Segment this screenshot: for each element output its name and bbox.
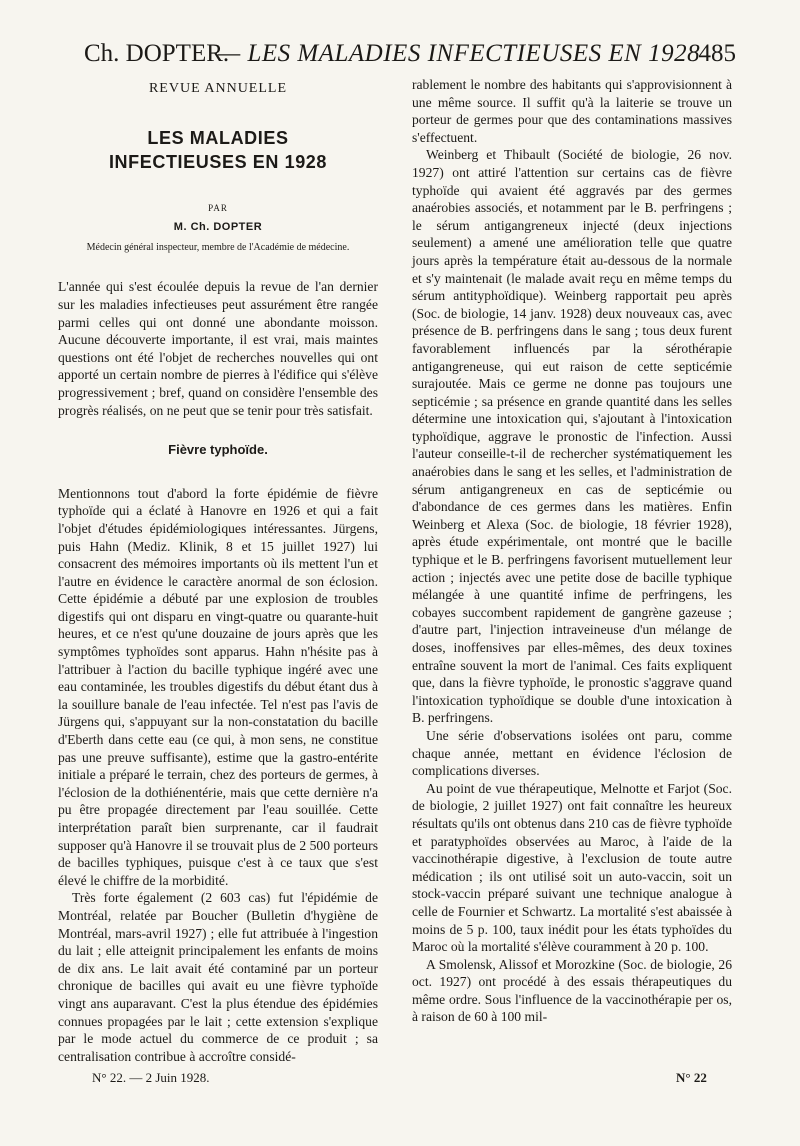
footer-issue: N° 22. — 2 Juin 1928. — [92, 1070, 210, 1085]
article-author: M. Ch. DOPTER — [173, 221, 263, 234]
running-head-title: — LES MALADIES INFECTIEUSES EN 1928 — [218, 40, 701, 67]
article-title-line2: INFECTIEUSES EN 1928 — [108, 151, 328, 172]
body-paragraph: A Smolensk, Alissof et Morozkine (Soc. de biologie, 26 oct. 1927) ont procédé à des essais thérapeutiques du même ordre. Sous l'influence de la vaccinothérapie per os, à raison de 60 à 100 mil- — [412, 956, 732, 1025]
footer-signature: N° 22 — [676, 1070, 707, 1085]
section-heading-typhoid: Fièvre typhoïde. — [168, 442, 268, 458]
running-head — [58, 40, 742, 76]
byline-par: PAR — [208, 202, 228, 213]
author-affiliation: Médecin général inspecteur, membre de l'Académie de médecine. — [86, 241, 350, 253]
body-paragraph: Mentionnons tout d'abord la forte épidémie de fièvre typhoïde qui a éclaté à Hanovre en 1926 et qui a fait l'objet d'études épidémiologiques intéressantes. Jürgens, puis Hahn (Mediz. Klinik, 8 et 15 juillet 1927) lui consacrent des mémoires importants où ils mettent l'un et l'autre en évidence le caractère anormal de son éclosion. Cette épidémie a débuté par une explosion de troubles digestifs qui ont disparu en vingt-quatre ou quarante-huit heures, et ce n'est qu'une douzaine de jours après que les symptômes typhoïdes sont apparus. Hahn n'hésite pas à l'attribuer à l'action du bacille typhique ingéré avec une eau contaminée, les troubles digestifs du début étant dus à la souillure banale de l'eau infectée. Tel n'est pas l'avis de Jürgens qui, s'appuyant sur la non-constatation du bacille d'Eberth dans cette eau (ce qui, à mon sens, ne constitue pas une preuve suffisante), estime que la gastro-entérite initiale a préparé le terrain, chez des porteurs de germes, à l'éclosion de la dothiénentérie, mais que cette dernière n'a pu être propagée directement par l'eau souillée. Cette interprétation paraît bien surprenante, car il faudrait supposer qu'à Hanovre il se trouvait plus de 2 500 porteurs de bacilles typhiques, puisque c'est à ce taux que s'est élevé le chiffre de la morbidité. — [58, 485, 378, 888]
left-column — [58, 76, 378, 1065]
body-paragraph: rablement le nombre des habitants qui s'approvisionnent à une même source. Il suffit qu'à la laiterie se trouve un porteur de germes pour que des contaminations massives s'effectuent. — [412, 77, 732, 145]
section-label: REVUE ANNUELLE — [148, 81, 288, 96]
body-paragraph: Une série d'observations isolées ont paru, comme chaque année, mettant en évidence l'éclosion de complications diverses. — [412, 727, 732, 779]
body-paragraph: Très forte également (2 603 cas) fut l'épidémie de Montréal, relatée par Boucher (Bulletin d'hygiène de Montréal, mars-avril 1927) ; elle fut attribuée à l'ingestion du lait ; elle atteignit principalement les enfants de moins de dix ans. Le lait avait été contaminé par un porteur chronique de bacilles qui avait eu une fièvre typhoïde vingt ans auparavant. C'est la plus étendue des épidémies connues propagées par le lait ; cette extension s'explique par le mode actuel du commerce de ce produit ; sa centralisation contribue à accroître considé- — [58, 890, 378, 1064]
page-number: 485 — [698, 40, 736, 67]
body-paragraph: Weinberg et Thibault (Société de biologie, 26 nov. 1927) ont attiré l'attention sur certains cas de fièvre typhoïde qui avaient été aggravés par des germes anaérobies associés, et notamment par le B. perfringens ; le sérum antigangreneux injecté (deux injections seulement) a amené une amélioration telle que quatre jours après la température était au-dessous de la normale et s'y maintenait (le malade avait reçu en même temps du sérum antityphoïdique). Weinberg rapportait peu après (Soc. de biologie, 14 janv. 1928) deux nouveaux cas, avec présence de B. perfringens dans le sang ; tous deux furent favorablement influencés par la sérothérapie antigangreneuse, qui eut raison de cette septicémie surajoutée. Mais ce germe ne donne pas toujours une septicémie ; sa présence en grande quantité dans les selles détermine une intoxication qui, s'ajoutant à l'intoxication typhoïdique, aggrave le pronostic de l'infection. Aussi l'auteur conseille-t-il de rechercher systématiquement les anaérobies dans le sang et les selles, et l'administration de sérum antigangreneux en cas de septicémie ou d'abondance de ces germes dans les matières. Enfin Weinberg et Alexa (Soc. de biologie, 18 février 1928), après étude expérimentale, ont montré que le bacille typhique et le B. perfringens favorisent mutuellement leur action ; injectés avec une petite dose de bacille typhique mélangée à une quantité infime de perfringens, les cobayes succombent rapidement de gangrène gazeuse ; d'autre part, l'injection intraveineuse d'un mélange de doses, inoffensives par elles-mêmes, des deux toxines entraîne souvent la mort de l'animal. Ces faits expliquent que, dans la fièvre typhoïde, le pronostic s'aggrave quand l'intoxication typhoïdique se double d'une intoxication à B. perfringens. — [412, 147, 732, 726]
right-column — [412, 76, 732, 1026]
article-title-line1: LES MALADIES — [147, 127, 289, 148]
body-paragraph: Au point de vue thérapeutique, Melnotte et Farjot (Soc. de biologie, 2 juillet 1927) ont fait connaître les heureux résultats qu'ils ont obtenus dans 210 cas de fièvre typhoïde et paratyphoïdes observées au Maroc, à l'aide de la vaccinothérapie digestive, à l'exclusion de toute autre médication ; ils ont utilisé soit un auto-vaccin, soit un stock-vaccin préparé suivant une technique analogue à celle de Fournier et Schwartz. La mortalité s'est abaissée à moins de 5 p. 100, taux inédit pour les états typhoïdes du Maroc où la mortalité s'élève couramment à 20 p. 100. — [412, 780, 732, 955]
article-title — [58, 126, 378, 174]
intro-paragraph: L'année qui s'est écoulée depuis la revue de l'an dernier sur les maladies infectieuses peut assurément être rangée parmi celles qui ont donné une abondante moisson. Aucune découverte importante, il est vrai, mais maintes questions ont été l'objet de recherches nouvelles qui ont apporté un certain nombre de pierres à l'édifice qui s'élève progressivement ; bref, quand on considère l'ensemble des progrès réalisés, on ne peut que se tenir pour très satisfait. — [58, 279, 378, 418]
running-head-author: Ch. DOPTER. — [84, 40, 230, 67]
